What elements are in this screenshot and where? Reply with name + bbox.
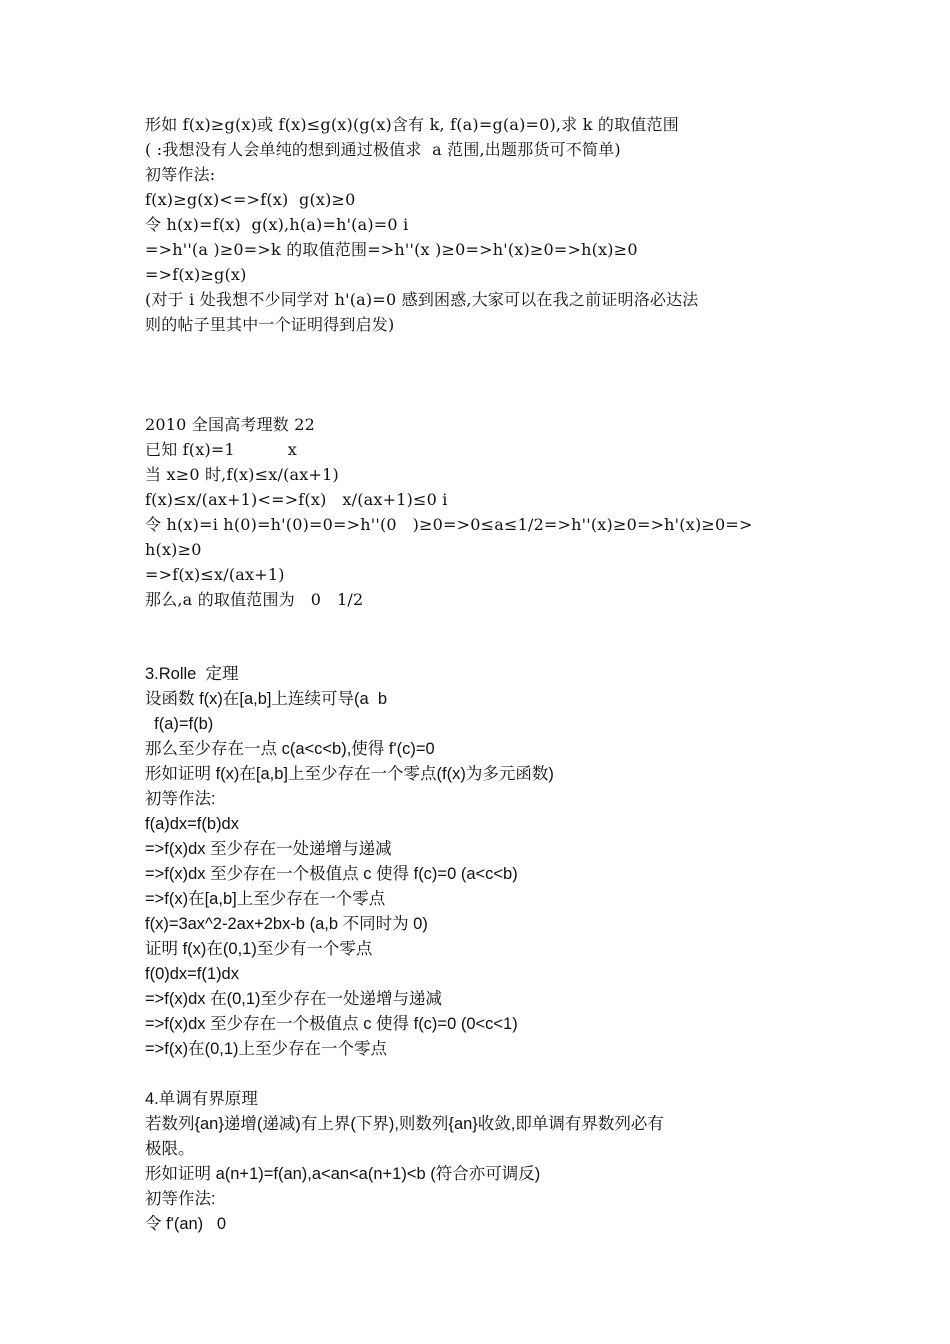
- text-line: 那么,a 的取值范围为 0 1/2: [145, 590, 364, 609]
- text-line: f(x)≥g(x)<=>f(x) g(x)≥0: [145, 190, 356, 209]
- text-line: 令 h(x)=i h(0)=h'(0)=0=>h''(0 )≥0=>0≤a≤1/2=>h''(x)≥0=>h'(x)≥0=>: [145, 515, 753, 534]
- text-line: f(x)≤x/(ax+1)<=>f(x) x/(ax+1)≤0 i: [145, 490, 448, 509]
- text-line: =>h''(a )≥0=>k 的取值范围=>h''(x )≥0=>h'(x)≥0=>h(x)≥0: [145, 240, 638, 259]
- text-line: =>f(x)在(0,1)上至少存在一个零点: [145, 1040, 388, 1058]
- text-line: 形如证明 f(x)在[a,b]上至少存在一个零点(f(x)为多元函数): [145, 765, 554, 783]
- text-line: =>f(x)dx 至少存在一处递增与递减: [145, 840, 392, 858]
- document-page: [145, 112, 815, 1237]
- section-heading: 2010 全国高考理数 22: [145, 415, 316, 434]
- spacer: [145, 1062, 815, 1087]
- text-line: =>f(x)dx 至少存在一个极值点 c 使得 f(c)=0 (0<c<1): [145, 1015, 518, 1033]
- text-line: 形如证明 a(n+1)=f(an),a<an<a(n+1)<b (符合亦可调反): [145, 1165, 541, 1183]
- text-line: 极限。: [145, 1140, 195, 1158]
- text-line: f(a)dx=f(b)dx: [145, 815, 239, 833]
- spacer: [145, 612, 815, 637]
- text-line: =>f(x)≥g(x): [145, 265, 247, 284]
- text-line: 则的帖子里其中一个证明得到启发): [145, 315, 395, 334]
- spacer: [145, 637, 815, 662]
- text-line: 设函数 f(x)在[a,b]上连续可导(a b: [145, 690, 388, 708]
- text-line: 形如 f(x)≥g(x)或 f(x)≤g(x)(g(x)含有 k, f(a)=g(a)=0),求 k 的取值范围: [145, 115, 679, 134]
- spacer: [145, 337, 815, 362]
- text-line: 那么至少存在一点 c(a<c<b),使得 f'(c)=0: [145, 740, 435, 758]
- section-exam-example: [145, 412, 815, 612]
- text-line: 初等作法:: [145, 1190, 216, 1208]
- text-line: 初等作法:: [145, 790, 216, 808]
- text-line: =>f(x)在[a,b]上至少存在一个零点: [145, 890, 386, 908]
- section-inequality-method: [145, 112, 815, 337]
- text-line: (对于 i 处我想不少同学对 h'(a)=0 感到困惑,大家可以在我之前证明洛必达法: [145, 290, 699, 309]
- text-line: ( :我想没有人会单纯的想到通过极值求 a 范围,出题那货可不简单): [145, 140, 621, 159]
- text-line: 证明 f(x)在(0,1)至少有一个零点: [145, 940, 373, 958]
- text-line: 当 x≥0 时,f(x)≤x/(ax+1): [145, 465, 339, 484]
- text-line: h(x)≥0: [145, 540, 202, 559]
- text-line: f(0)dx=f(1)dx: [145, 965, 239, 983]
- section-monotone-bounded: [145, 1087, 815, 1237]
- spacer: [145, 362, 815, 387]
- spacer: [145, 387, 815, 412]
- text-line: 令 f'(an) 0: [145, 1215, 227, 1233]
- text-line: =>f(x)dx 至少存在一个极值点 c 使得 f(c)=0 (a<c<b): [145, 865, 518, 883]
- text-line: f(x)=3ax^2-2ax+2bx-b (a,b 不同时为 0): [145, 915, 428, 933]
- text-line: =>f(x)≤x/(ax+1): [145, 565, 285, 584]
- text-line: 令 h(x)=f(x) g(x),h(a)=h'(a)=0 i: [145, 215, 409, 234]
- section-rolle-theorem: [145, 662, 815, 1062]
- text-line: 初等作法:: [145, 165, 216, 184]
- text-line: 已知 f(x)=1 x: [145, 440, 297, 459]
- text-line: f(a)=f(b): [145, 715, 214, 733]
- section-heading: 3.Rolle 定理: [145, 665, 239, 683]
- text-line: 若数列{an}递增(递减)有上界(下界),则数列{an}收敛,即单调有界数列必有: [145, 1115, 664, 1133]
- text-line: =>f(x)dx 在(0,1)至少存在一处递增与递减: [145, 990, 443, 1008]
- section-heading: 4.单调有界原理: [145, 1090, 258, 1108]
